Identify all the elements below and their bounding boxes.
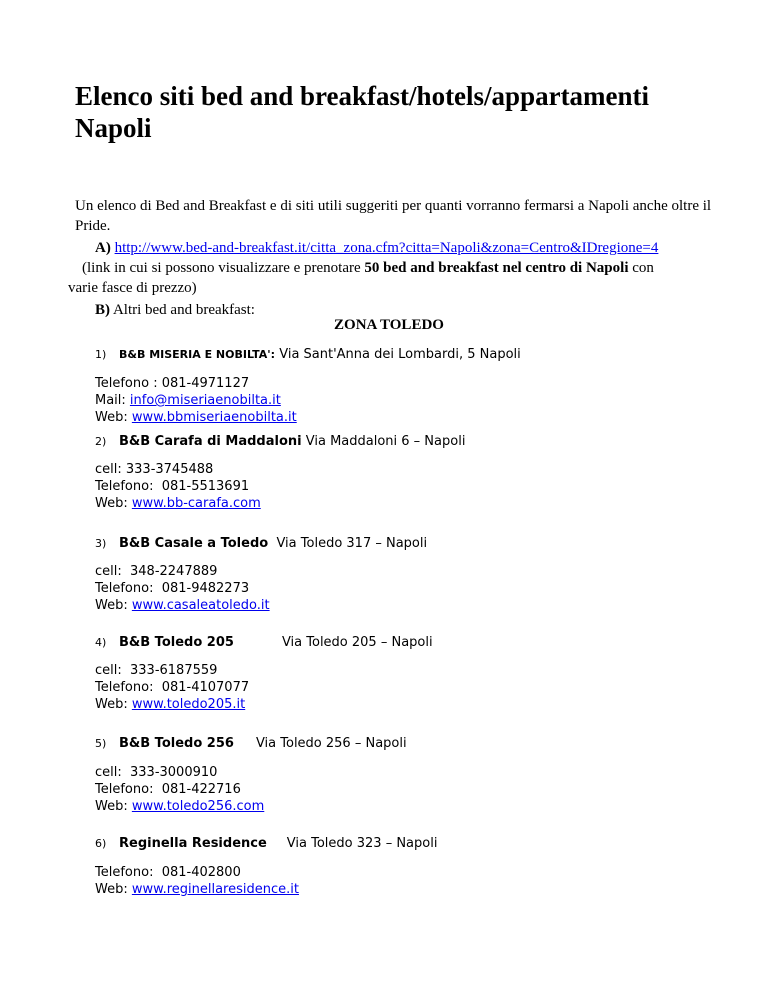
- entry-name: Reginella Residence: [119, 836, 267, 851]
- page-title: Elenco siti bed and breakfast/hotels/appartamenti Napoli: [75, 81, 650, 143]
- zone-title: [0, 317, 768, 334]
- web-link[interactable]: www.bbmiseriaenobilta.it: [131, 410, 297, 425]
- section-a-desc-line2: varie fasce di prezzo): [68, 280, 197, 296]
- entry-address: Via Toledo 317 – Napoli: [276, 536, 428, 551]
- entry-name: B&B Toledo 205: [119, 635, 234, 650]
- entry-phone-line: [95, 679, 249, 696]
- entry-web-line: [95, 597, 270, 614]
- entry-details: [95, 662, 249, 713]
- line-label: cell:: [95, 564, 131, 579]
- entry-number: 1): [95, 348, 107, 361]
- line-label: Mail:: [95, 393, 130, 408]
- entry-details: [95, 375, 297, 426]
- line-label: Web:: [95, 799, 132, 814]
- entry-web-line: [95, 696, 249, 713]
- web-link[interactable]: www.casaleatoledo.it: [131, 598, 270, 613]
- entry-number: 4): [95, 636, 107, 649]
- entry-address: Via Toledo 256 – Napoli: [255, 736, 407, 751]
- entry-cell-line: [95, 662, 249, 679]
- phone-value: 081-402800: [161, 865, 241, 880]
- section-b-text: Altri bed and breakfast:: [112, 302, 255, 318]
- entry-web-line: [95, 409, 297, 426]
- entry-address: Via Maddaloni 6 – Napoli: [305, 434, 466, 449]
- phone-value: 081-4107077: [161, 680, 250, 695]
- entry-mail-line: [95, 392, 297, 409]
- section-a-desc-after: con: [628, 260, 654, 276]
- entry-details: [95, 563, 270, 614]
- entry-address: Via Toledo 323 – Napoli: [286, 836, 438, 851]
- entry-web-line: [95, 495, 261, 512]
- phone-value: 081-5513691: [161, 479, 250, 494]
- section-a-link[interactable]: http://www.bed-and-breakfast.it/citta_zona.cfm?citta=Napoli&zona=Centro&IDregione=4: [114, 240, 659, 256]
- section-a-desc-before: (link in cui si possono visualizzare e prenotare: [82, 260, 365, 276]
- line-label: Telefono:: [95, 680, 162, 695]
- phone-value: 081-4971127: [161, 376, 250, 391]
- line-label: cell:: [95, 462, 126, 477]
- line-label: Web:: [95, 598, 132, 613]
- web-link[interactable]: www.toledo256.com: [131, 799, 265, 814]
- line-label: Web:: [95, 410, 132, 425]
- line-label: Web:: [95, 697, 132, 712]
- entry-phone-line: [95, 478, 261, 495]
- entry-cell-line: [95, 461, 261, 478]
- cell-value: 333-3745488: [125, 462, 214, 477]
- entry-cell-line: [95, 563, 270, 580]
- line-label: Web:: [95, 882, 132, 897]
- entry-name: B&B Carafa di Maddaloni: [119, 434, 302, 449]
- entry-number: 2): [95, 435, 107, 448]
- line-label: Telefono:: [95, 479, 162, 494]
- entry-number: 6): [95, 837, 107, 850]
- entry-address: Via Toledo 205 – Napoli: [281, 635, 433, 650]
- entry-name: B&B Casale a Toledo: [119, 536, 269, 551]
- entry-phone-line: [95, 781, 264, 798]
- web-link[interactable]: www.reginellaresidence.it: [131, 882, 299, 897]
- list-item: [95, 835, 437, 852]
- entry-cell-line: [95, 764, 264, 781]
- list-item: [95, 433, 465, 450]
- line-label: cell:: [95, 663, 131, 678]
- entry-details: [95, 461, 261, 512]
- entry-phone-line: [95, 580, 270, 597]
- line-label: Telefono:: [95, 581, 162, 596]
- entry-phone-line: [95, 375, 297, 392]
- entry-details: [95, 864, 299, 898]
- section-b-marker: B): [95, 302, 110, 318]
- list-item: [95, 735, 407, 752]
- line-label: Telefono:: [95, 865, 162, 880]
- web-link[interactable]: www.bb-carafa.com: [131, 496, 261, 511]
- line-label: Web:: [95, 496, 132, 511]
- entry-web-line: [95, 881, 299, 898]
- entry-name: B&B Toledo 256: [119, 736, 234, 751]
- entry-number: 5): [95, 737, 107, 750]
- entry-web-line: [95, 798, 264, 815]
- mail-link[interactable]: info@miseriaenobilta.it: [129, 393, 281, 408]
- section-a: [68, 238, 735, 298]
- zone-title-text: ZONA TOLEDO: [334, 317, 444, 333]
- list-item: [95, 346, 521, 363]
- entry-phone-line: [95, 864, 299, 881]
- web-link[interactable]: www.toledo205.it: [131, 697, 246, 712]
- line-label: Telefono :: [95, 376, 162, 391]
- section-a-marker: A): [95, 240, 111, 256]
- intro-paragraph: Un elenco di Bed and Breakfast e di siti utili suggeriti per quanti vorranno fermarsi a Napoli anche oltre il Pride.: [75, 198, 712, 234]
- line-label: Telefono:: [95, 782, 162, 797]
- phone-value: 081-422716: [161, 782, 241, 797]
- list-item: [95, 634, 433, 651]
- phone-value: 081-9482273: [161, 581, 250, 596]
- entry-details: [95, 764, 264, 815]
- list-item: [95, 535, 427, 552]
- section-a-desc-bold: 50 bed and breakfast nel centro di Napoli: [364, 260, 629, 276]
- entry-number: 3): [95, 537, 107, 550]
- entry-address: Via Sant'Anna dei Lombardi, 5 Napoli: [279, 347, 521, 362]
- cell-value: 348-2247889: [130, 564, 218, 579]
- line-label: cell:: [95, 765, 131, 780]
- cell-value: 333-3000910: [130, 765, 218, 780]
- cell-value: 333-6187559: [130, 663, 218, 678]
- entry-name: B&B MISERIA E NOBILTA':: [119, 348, 276, 361]
